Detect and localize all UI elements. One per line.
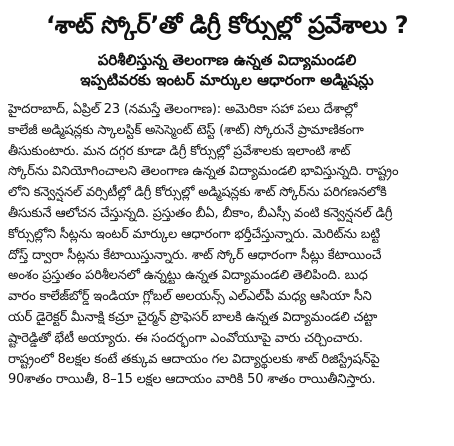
headline: ‘శాట్ స్కోర్’తో డిగ్రీ కోర్సుల్లో ప్రవేశాలు ?	[45, 11, 409, 39]
subheadline-line: పరిశీలిస్తున్న తెలంగాణ ఉన్నత విద్యామండలి	[97, 51, 357, 69]
body-line: స్కోర్‌ను వినియోగించాలని తెలంగాణ ఉన్నత విద్యామండలి భావిస్తున్నది. రాష్ట్రం	[8, 164, 399, 180]
body-line: లోని కన్వెన్షనల్ వర్సిటీల్లో డిగ్రీ కోర్సుల్లో అడ్మిషన్లకు శాట్ స్కోర్‌ను పరిగణనలోకి	[8, 185, 387, 201]
body-line: అంశం ప్రస్తుతం పరిశీలనలో ఉన్నట్టు ఉన్నత విద్యామండలి తెలిపింది. బుధ	[8, 268, 368, 284]
body-line: తీసుకునే ఆలోచన చేస్తున్నది. ప్రస్తుతం బీఏ, బీకాం, బీఎస్సీ వంటి కన్వెన్షనల్ డిగ్రీ	[8, 205, 393, 221]
body-line: హైదరాబాద్, ఏప్రిల్ 23 (నమస్తే తెలంగాణ): అమెరికా సహా పలు దేశాల్లో	[8, 102, 358, 117]
body-line: యర్ డైరెక్టర్ మీనాక్షి కచ్రూ చైర్మన్ ప్రొఫెసర్ బాలకి ఉన్నత విద్యామండలి చట్టా	[8, 309, 378, 325]
body-line: కాలేజీ అడ్మిషన్లకు స్కాలస్టిక్ అసెస్మెంట్ టెస్ట్ (శాట్) స్కోరునే ప్రామాణికంగా	[8, 122, 364, 138]
subheadline	[8, 50, 446, 90]
body-line: 90శాతం రాయితీ, 8–15 లక్షల ఆదాయం వారికి 50 శాతం రాయితీనిస్తారు.	[8, 372, 376, 388]
body-line: కోర్సుల్లోని సీట్లను ఇంటర్ మార్కుల ఆధారంగా భర్తీచేస్తున్నారు. మెరిట్‌ను బట్టి	[8, 226, 381, 242]
body-line: తీసుకుంటారు. మన దగ్గర కూడా డిగ్రీ కోర్సుల్లో ప్రవేశాలకు ఇలాంటి శాట్	[8, 143, 351, 159]
article-body	[8, 100, 446, 391]
body-line: రాష్ట్రంలో 8లక్షల కంటే తక్కువ ఆదాయం గల విద్యార్థులకు శాట్ రిజిస్ట్రేషన్‌పై	[8, 351, 380, 367]
body-line: దోస్త్ ద్వారా సీట్లను కేటాయిస్తున్నారు. శాట్ స్కోర్ ఆధారంగా సీట్లు కేటాయించే	[8, 247, 382, 263]
subheadline-line: ఇప్పటివరకు ఇంటర్ మార్కుల ఆధారంగా అడ్మిషన్లు	[80, 71, 374, 89]
body-line: ష్టారెడ్డితో భేటీ అయ్యారు. ఈ సందర్భంగా ఎంవోయూపై వారు చర్చించారు.	[8, 330, 363, 346]
body-line: వారం కాలేజ్‌బోర్డ్ ఇండియా గ్లోబల్ అలయన్స్ ఎల్ఎల్‌పీ మధ్య ఆసియా సీని	[8, 289, 372, 305]
